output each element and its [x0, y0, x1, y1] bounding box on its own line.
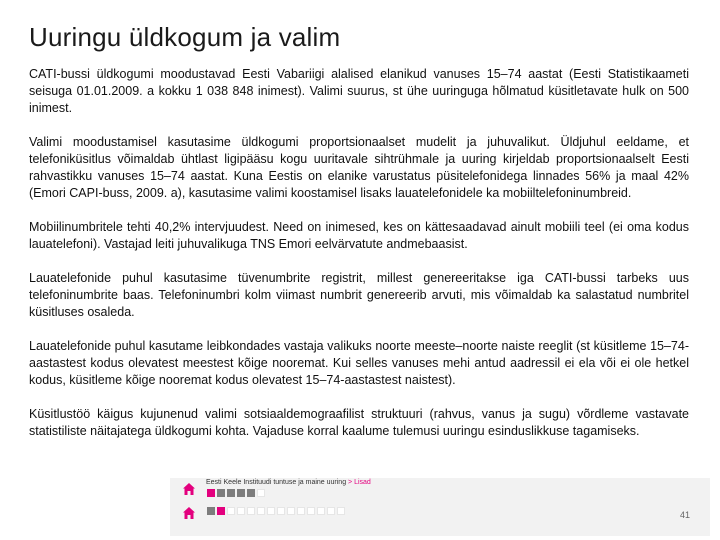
page-number: 41 — [679, 510, 690, 520]
page-nav-squares — [207, 507, 345, 515]
section-nav-squares — [207, 489, 265, 497]
page-square[interactable] — [277, 507, 285, 515]
section-square[interactable] — [227, 489, 235, 497]
section-square[interactable] — [247, 489, 255, 497]
page-square[interactable] — [287, 507, 295, 515]
breadcrumb-separator: > — [348, 479, 353, 486]
section-square[interactable] — [257, 489, 265, 497]
paragraph-population: CATI-bussi üldkogumi moodustavad Eesti Vabariigi alalised elanikud vanuses 15–74 aastat (Eesti Statistikaameti seisuga 01.01.2009. a kokku 1 038 848 inimest). Valimi suurus, st ühe uuringuga hõlmatud küsitletavate hulk on 500 inimest. — [29, 67, 689, 115]
section-square[interactable] — [237, 489, 245, 497]
page-square-current[interactable] — [217, 507, 225, 515]
paragraph-weighting: Küsitlustöö käigus kujunenud valimi sotsiaaldemograafilist struktuuri (rahvus, vanus ja sugu) võrdleme vastavate statistiliste näitajatega üldkogumi kohta. Vajaduse korral kaalume tulemusi uuringu esinduslikkuse tagamiseks. — [29, 407, 689, 438]
page-square[interactable] — [267, 507, 275, 515]
section-square[interactable] — [217, 489, 225, 497]
page-square[interactable] — [317, 507, 325, 515]
section-square[interactable] — [207, 489, 215, 497]
breadcrumb-link-lisad[interactable]: Lisad — [354, 479, 371, 486]
paragraph-mobile: Mobiilinumbritele tehti 40,2% intervjuudest. Need on inimesed, kes on kättesaadavad ainult mobiili teel (ei oma kodus lauatelefoni). Vastajad leiti juhuvalikuga TNS Emori eelvärvatute andmebaasist. — [29, 220, 689, 251]
page-square[interactable] — [297, 507, 305, 515]
page-square[interactable] — [247, 507, 255, 515]
page-square[interactable] — [207, 507, 215, 515]
page-square[interactable] — [327, 507, 335, 515]
breadcrumb-text: Eesti Keele Instituudi tuntuse ja maine uuring — [206, 479, 347, 486]
page-square[interactable] — [307, 507, 315, 515]
paragraph-sample-model: Valimi moodustamisel kasutasime üldkogumi proportsionaalset mudelit ja juhuvalikut. Üldjuhul eeldame, et telefoniküsitlus võimaldab ühtlast ligipääsu kogu uuritavale sihtrühmale ja uuring kirjeldab proportsionaalselt Eesti rahvastikku vanuses 15–74 aastat. Kuna Eestis on elanike varustatus püsitelefonidega linnades 56% ja maal 42% (Emori CAPI-buss, 2009. a), kasutasime valimi koostamisel lisaks lauatelefonidele ka mobiiltelefoninumbreid. — [29, 135, 689, 200]
slide-title: Uuringu üldkogum ja valim — [29, 22, 341, 52]
paragraph-landline-registry: Lauatelefonide puhul kasutasime tüvenumbrite registrit, millest genereeritakse iga CATI-bussi tarbeks uus telefoninumbrite baas. Telefoninumbri kolm viimast numbrit genereerib arvuti, mis võimaldab ka salastatud numbritel küsitluses osaleda. — [29, 271, 689, 319]
page-square[interactable] — [227, 507, 235, 515]
home-icon-secondary[interactable] — [182, 506, 196, 525]
breadcrumb — [206, 479, 371, 486]
page-square[interactable] — [337, 507, 345, 515]
home-icon[interactable] — [182, 482, 196, 501]
paragraph-respondent-selection: Lauatelefonide puhul kasutame leibkondades vastaja valikuks noorte meeste–noorte naiste reeglit (st küsitleme 15–74-aastastest kodus olevatest meestest kõige nooremat. Kui selles vanuses mehi antud aadressil ei ela või ei ole hetkel kodus, küsitleme kõige nooremat kodus olevatest 15–74-aastastest naistest). — [29, 339, 689, 387]
page-square[interactable] — [257, 507, 265, 515]
slide-body — [29, 66, 689, 440]
page-square[interactable] — [237, 507, 245, 515]
